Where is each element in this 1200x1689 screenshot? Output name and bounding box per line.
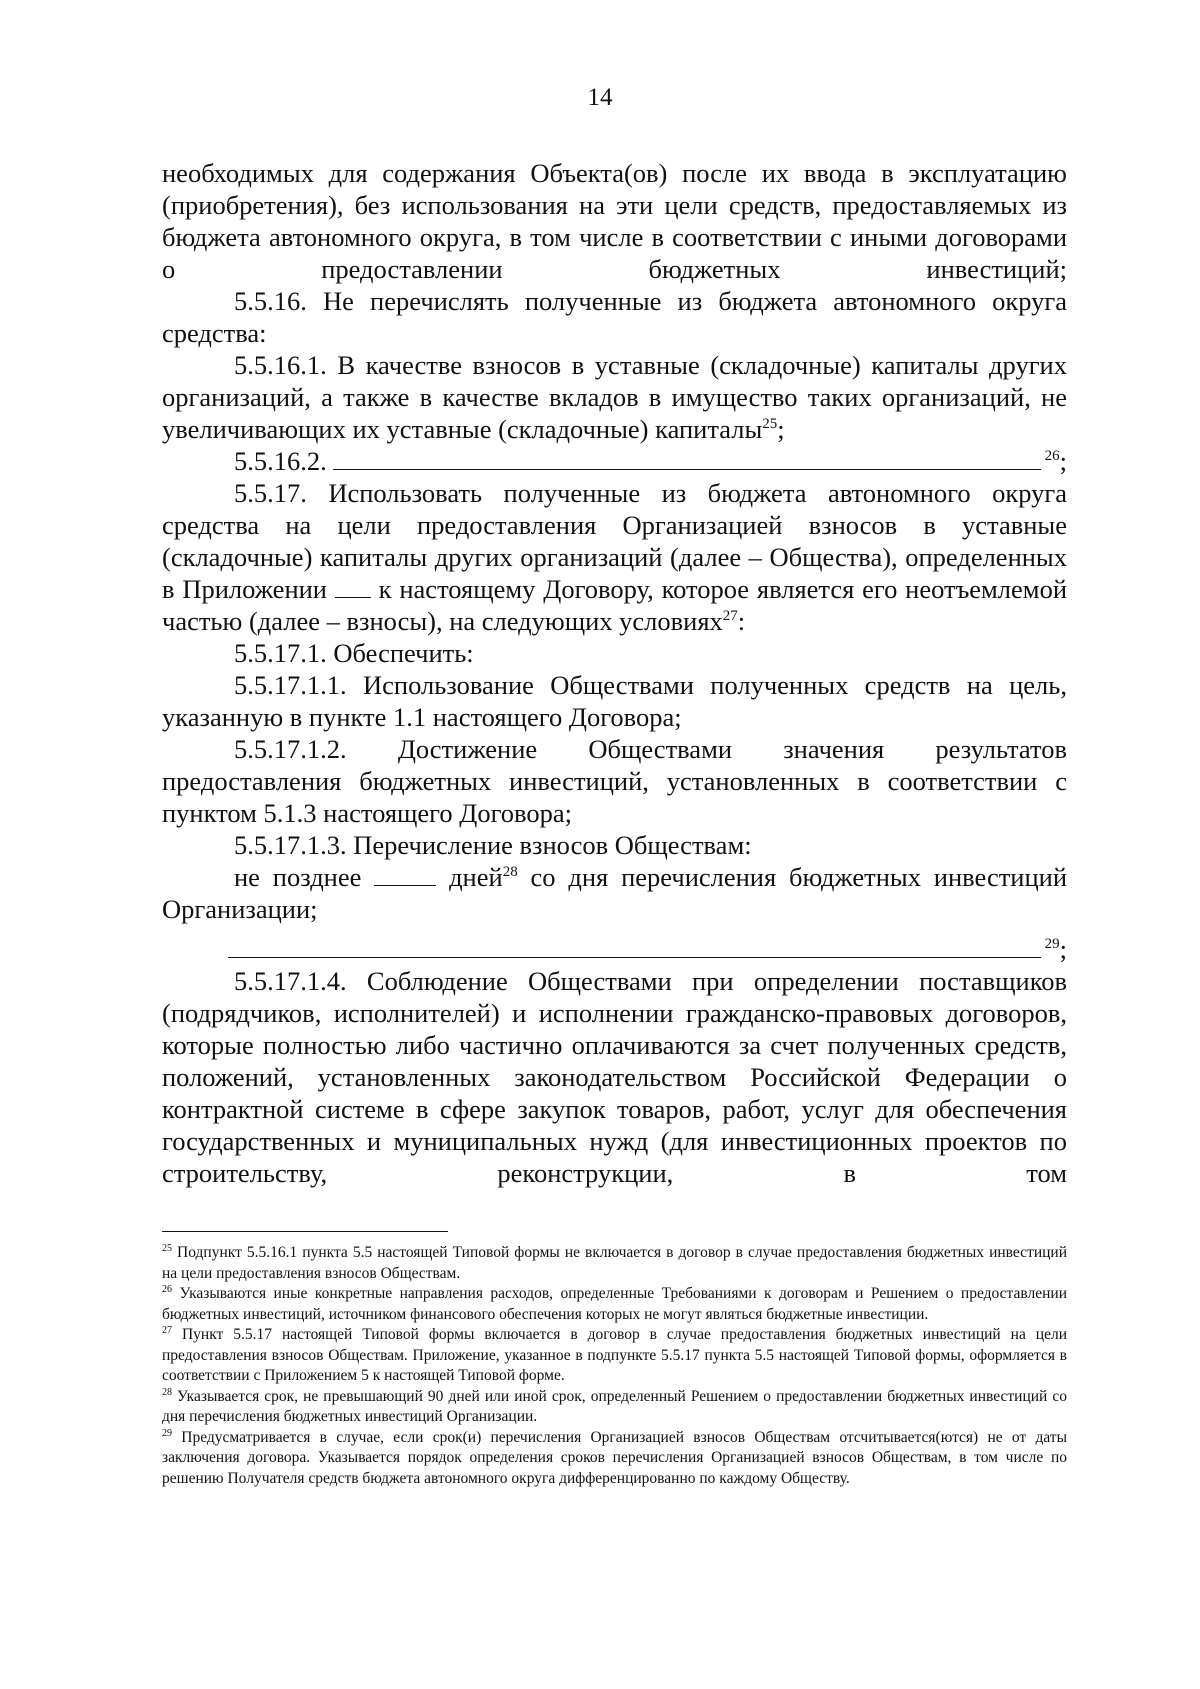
fill-in-blank	[228, 956, 1041, 958]
punct-semicolon: ;	[1059, 446, 1067, 476]
footnote-ref-25: 25	[762, 416, 778, 433]
footnote-29	[162, 1428, 1067, 1490]
appendix-number-blank	[335, 596, 371, 598]
footnote-ref-27: 27	[722, 608, 738, 625]
paragraph-5-5-17-1-2: 5.5.17.1.2. Достижение Обществами значения результатов предоставления бюджетных инвестиций, установленных в соответствии с пунктом 5.1.3 настоящего Договора;	[162, 734, 1067, 828]
deadline-text-a: не позднее	[234, 862, 362, 892]
footnote-text: Указывается срок, не превышающий 90 дней или иной срок, определенный Решением о предоставлении бюджетных инвестиций со дня перечисления бюджетных инвестиций Организации.	[162, 1387, 1068, 1425]
footnote-text: Пункт 5.5.17 настоящей Типовой формы включается в договор в случае предоставления бюджетных инвестиций на цели предоставления взносов Обществам. Приложение, указанное в подпункте 5.5.17 пункта 5.5 настоящей Типовой формы, оформляется в соответствии с Приложением 5 к настоящей Типовой форме.	[162, 1326, 1068, 1384]
footnote-separator	[162, 1231, 448, 1232]
blank-line-29	[162, 933, 1067, 965]
paragraph-5-5-17-1-4: 5.5.17.1.4. Соблюдение Обществами при определении поставщиков (подрядчиков, исполнителей) и исполнении гражданско-правовых договоров, которые полностью либо частично оплачиваются за счет полученных средств, положений, установленных законодательством Российской Федерации о контрактной системе в сфере закупок товаров, работ, услуг для обеспечения государственных и муниципальных нужд (для инвестиционных проектов по строительству, реконструкции, в том	[162, 966, 1067, 1188]
punct-colon: :	[737, 606, 746, 636]
punct-semicolon: ;	[777, 414, 785, 444]
deadline-text-c: со дня перечисления бюджетных инвестиций Организации;	[162, 862, 1068, 924]
paragraph-5-5-17-text-a: 5.5.17. Использовать полученные из бюджета автономного округа средства на цели предоставления Организацией взносов в уставные (складочные) капиталы других организаций (далее – Общества), определенных в Приложении	[162, 478, 1067, 604]
footnote-number: 26	[162, 1283, 172, 1295]
footnote-ref-28: 28	[502, 864, 518, 881]
paragraph-5-5-16-2-number: 5.5.16.2.	[234, 446, 327, 476]
paragraph-deadline	[162, 861, 1067, 925]
footnote-text: Подпункт 5.5.16.1 пункта 5.5 настоящей Типовой формы не включается в договор в случае предоставления бюджетных инвестиций на цели предоставления взносов Обществам.	[162, 1244, 1067, 1282]
page-number: 14	[587, 84, 613, 111]
paragraph-continuation: необходимых для содержания Объекта(ов) после их ввода в эксплуатацию (приобретения), без использования на эти цели средств, предоставляемых из бюджета автономного округа, в том числе в соответствии с иными договорами о предоставлении бюджетных инвестиций;	[162, 158, 1067, 284]
footnote-25	[162, 1243, 1067, 1284]
footnotes	[162, 1243, 1067, 1489]
footnote-27	[162, 1325, 1067, 1387]
paragraph-5-5-16: 5.5.16. Не перечислять полученные из бюджета автономного округа средства:	[162, 286, 1067, 348]
footnote-text: Указываются иные конкретные направления расходов, определенные Требованиями к договорам и Решением о предоставлении бюджетных инвестиций, источником финансового обеспечения которых не могут являться бюджетные инвестиции.	[162, 1285, 1068, 1323]
paragraph-5-5-17	[162, 477, 1067, 637]
footnote-ref-29: 29	[1044, 936, 1060, 953]
footnote-number: 28	[162, 1386, 172, 1398]
footnote-number: 27	[162, 1324, 172, 1336]
punct-semicolon: ;	[1059, 934, 1067, 964]
footnote-ref-29-wrap	[1045, 933, 1067, 965]
footnote-28	[162, 1387, 1067, 1428]
document-body	[162, 157, 1067, 1189]
deadline-text-b: дней	[449, 862, 503, 892]
footnote-text: Предусматривается в случае, если срок(и) перечисления Организацией взносов Обществам отсчитывается(ются) не от даты заключения договора. Указывается порядок определения сроков перечисления Организацией взносов Обществам, в том числе по решению Получателя средств бюджета автономного округа дифференцированно по каждому Обществу.	[162, 1428, 1067, 1487]
paragraph-5-5-16-2	[162, 445, 1067, 477]
paragraph-5-5-17-text-b: к настоящему Договору, которое является его неотъемлемой частью (далее – взносы), на следующих условиях	[162, 574, 1067, 636]
paragraph-5-5-17-1: 5.5.17.1. Обеспечить:	[234, 638, 474, 668]
footnote-ref-26: 26	[1044, 448, 1060, 465]
footnote-number: 25	[162, 1242, 172, 1254]
footnote-26	[162, 1284, 1067, 1325]
footnote-number: 29	[162, 1427, 172, 1439]
footnote-ref-26-wrap	[1045, 445, 1067, 477]
days-blank	[374, 884, 436, 886]
paragraph-5-5-17-1-1: 5.5.17.1.1. Использование Обществами полученных средств на цель, указанную в пункте 1.1 настоящего Договора;	[162, 670, 1067, 732]
paragraph-5-5-16-1-text: 5.5.16.1. В качестве взносов в уставные (складочные) капиталы других организаций, а также в качестве вкладов в имущество таких организаций, не увеличивающих их уставные (складочные) капиталы	[162, 350, 1067, 444]
fill-in-blank	[333, 468, 1041, 470]
paragraph-5-5-17-1-3: 5.5.17.1.3. Перечисление взносов Обществам:	[234, 830, 752, 860]
paragraph-5-5-16-1	[162, 349, 1067, 445]
